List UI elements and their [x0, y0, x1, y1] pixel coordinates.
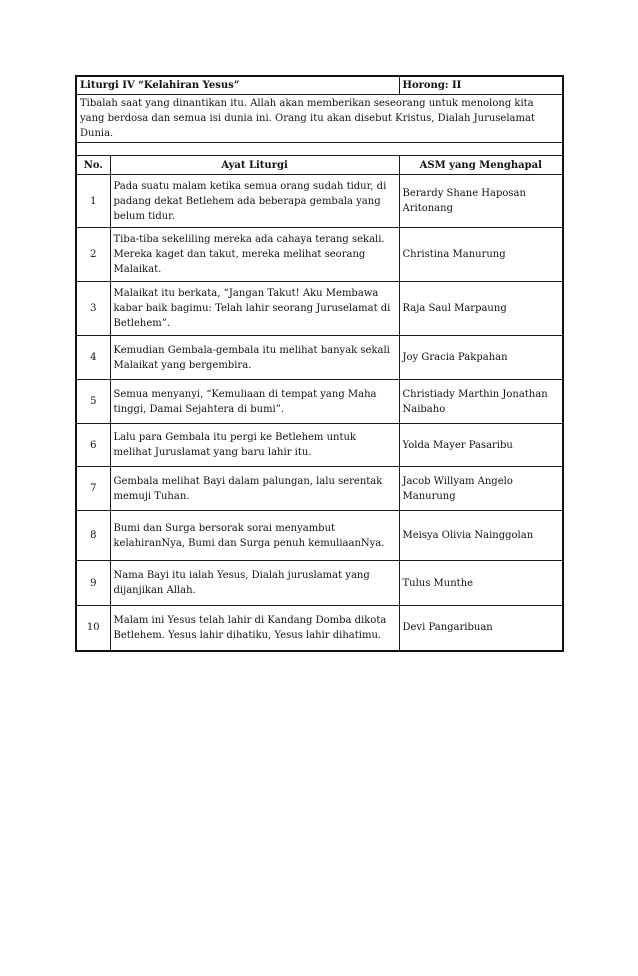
row-name: Devi Pangaribuan — [399, 606, 563, 651]
liturgy-title: Liturgi IV “Kelahiran Yesus” — [76, 76, 399, 95]
row-name: Yolda Mayer Pasaribu — [399, 424, 563, 467]
table-row — [76, 282, 563, 336]
row-number: 2 — [76, 228, 110, 282]
row-name: Raja Saul Marpaung — [399, 282, 563, 336]
row-verse: Nama Bayi itu ialah Yesus, Dialah juruslamat yang dijanjikan Allah. — [110, 561, 399, 606]
spacer-row — [76, 143, 563, 156]
row-name: Meisya Olivia Nainggolan — [399, 511, 563, 561]
row-name: Berardy Shane Haposan Aritonang — [399, 175, 563, 228]
row-number: 3 — [76, 282, 110, 336]
row-number: 10 — [76, 606, 110, 651]
row-verse: Tiba-tiba sekeliling mereka ada cahaya terang sekali. Mereka kaget dan takut, mereka melihat seorang Malaikat. — [110, 228, 399, 282]
row-name: Tulus Munthe — [399, 561, 563, 606]
table-row — [76, 561, 563, 606]
row-name: Christina Manurung — [399, 228, 563, 282]
row-verse: Lalu para Gembala itu pergi ke Betlehem untuk melihat Juruslamat yang baru lahir itu. — [110, 424, 399, 467]
table-row — [76, 424, 563, 467]
spacer-cell — [76, 143, 563, 156]
column-header-name: ASM yang Menghapal — [399, 156, 563, 175]
row-name: Jacob Willyam Angelo Manurung — [399, 467, 563, 511]
row-verse: Gembala melihat Bayi dalam palungan, lalu serentak memuji Tuhan. — [110, 467, 399, 511]
table-row — [76, 511, 563, 561]
row-verse: Kemudian Gembala-gembala itu melihat banyak sekali Malaikat yang bergembira. — [110, 336, 399, 380]
title-row — [76, 76, 563, 95]
row-verse: Malaikat itu berkata, “Jangan Takut! Aku Membawa kabar baik bagimu: Telah lahir seorang Juruselamat di Betlehem”. — [110, 282, 399, 336]
table-row — [76, 228, 563, 282]
row-number: 6 — [76, 424, 110, 467]
row-name: Christiady Marthin Jonathan Naibaho — [399, 380, 563, 424]
column-header-no: No. — [76, 156, 110, 175]
row-number: 4 — [76, 336, 110, 380]
table-row — [76, 336, 563, 380]
column-header-verse: Ayat Liturgi — [110, 156, 399, 175]
intro-row — [76, 95, 563, 143]
row-verse: Semua menyanyi, “Kemuliaan di tempat yang Maha tinggi, Damai Sejahtera di bumi”. — [110, 380, 399, 424]
horong-label: Horong: II — [399, 76, 563, 95]
row-verse: Malam ini Yesus telah lahir di Kandang Domba dikota Betlehem. Yesus lahir dihatiku, Yesus lahir dihatimu. — [110, 606, 399, 651]
column-header-row — [76, 156, 563, 175]
row-number: 7 — [76, 467, 110, 511]
table-row — [76, 606, 563, 651]
liturgy-table — [75, 75, 564, 652]
table-row — [76, 380, 563, 424]
row-verse: Pada suatu malam ketika semua orang sudah tidur, di padang dekat Betlehem ada beberapa gembala yang belum tidur. — [110, 175, 399, 228]
table-row — [76, 175, 563, 228]
row-number: 8 — [76, 511, 110, 561]
row-number: 1 — [76, 175, 110, 228]
row-number: 5 — [76, 380, 110, 424]
table-row — [76, 467, 563, 511]
row-name: Joy Gracia Pakpahan — [399, 336, 563, 380]
row-number: 9 — [76, 561, 110, 606]
intro-text: Tibalah saat yang dinantikan itu. Allah akan memberikan seseorang untuk menolong kita yang berdosa dan semua isi dunia ini. Orang itu akan disebut Kristus, Dialah Juruselamat Dunia. — [76, 95, 563, 143]
row-verse: Bumi dan Surga bersorak sorai menyambut kelahiranNya, Bumi dan Surga penuh kemuliaanNya. — [110, 511, 399, 561]
